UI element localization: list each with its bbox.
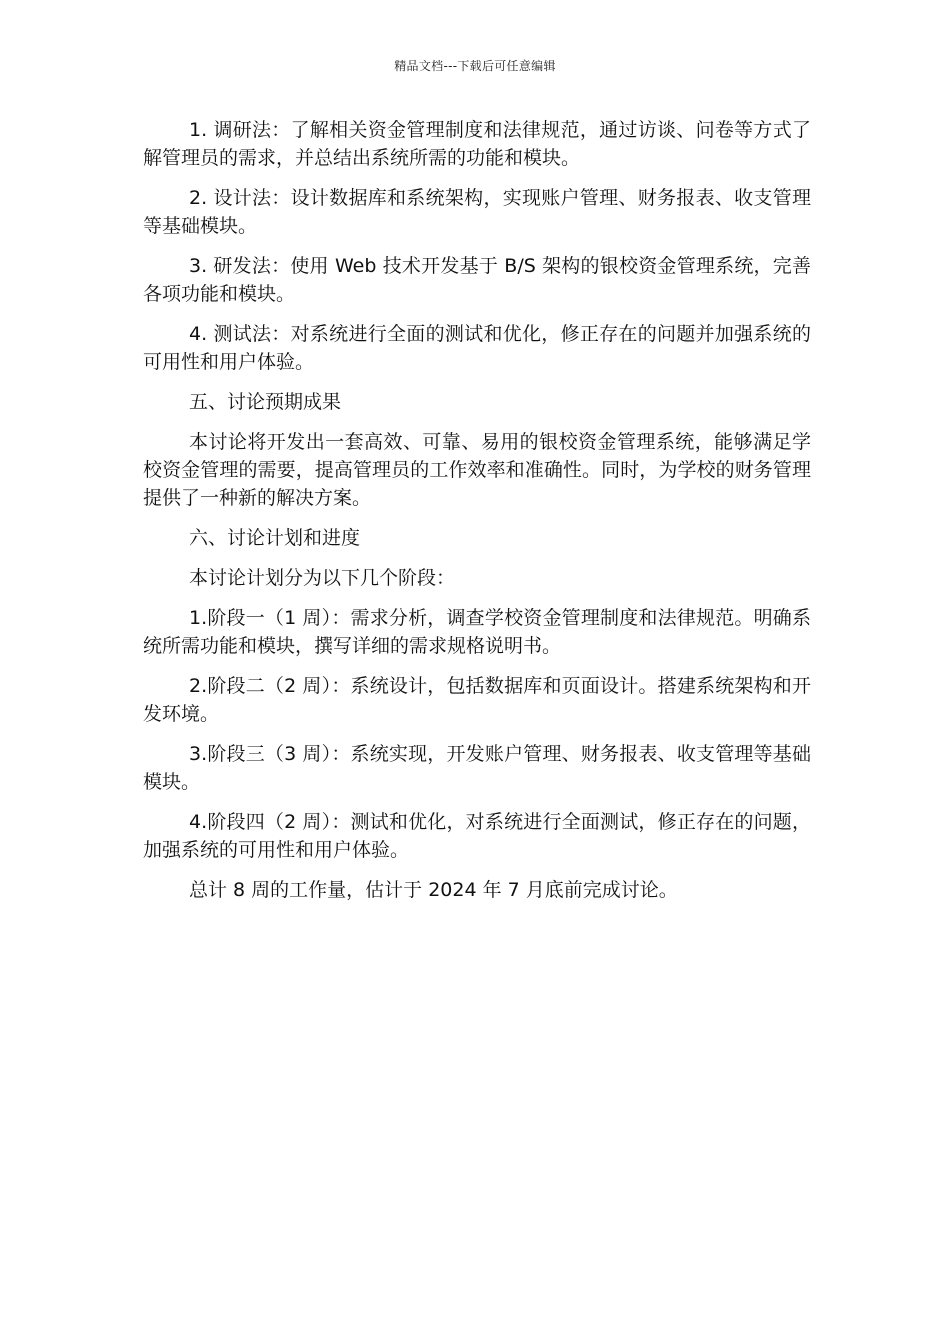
paragraph-stage-one: 1.阶段一（1 周）：需求分析，调查学校资金管理制度和法律规范。明确系统所需功能和模块，撰写详细的需求规格说明书。 [143,607,811,657]
document-body [143,116,811,916]
paragraph-plan-intro: 本讨论计划分为以下几个阶段： [189,567,456,589]
paragraph-stage-two: 2.阶段二（2 周）：系统设计，包括数据库和页面设计。搭建系统架构和开发环境。 [143,675,811,725]
paragraph-total-summary: 总计 8 周的工作量，估计于 2024 年 7 月底前完成讨论。 [189,879,678,901]
page-header: 精品文档---下载后可任意编辑 [394,59,556,73]
paragraph-method-testing: 4. 测试法：对系统进行全面的测试和优化，修正存在的问题并加强系统的可用性和用户体验。 [143,323,811,373]
section-heading-plan-progress: 六、讨论计划和进度 [189,527,361,549]
paragraph-expected-results: 本讨论将开发出一套高效、可靠、易用的银校资金管理系统，能够满足学校资金管理的需要，提高管理员的工作效率和准确性。同时，为学校的财务管理提供了一种新的解决方案。 [143,431,811,509]
section-heading-expected-results: 五、讨论预期成果 [189,391,342,413]
paragraph-method-development: 3. 研发法：使用 Web 技术开发基于 B/S 架构的银校资金管理系统，完善各项功能和模块。 [143,255,811,305]
paragraph-method-design: 2. 设计法：设计数据库和系统架构，实现账户管理、财务报表、收支管理等基础模块。 [143,187,811,237]
paragraph-method-research: 1. 调研法：了解相关资金管理制度和法律规范，通过访谈、问卷等方式了解管理员的需求，并总结出系统所需的功能和模块。 [143,119,811,169]
paragraph-stage-three: 3.阶段三（3 周）：系统实现，开发账户管理、财务报表、收支管理等基础模块。 [143,743,811,793]
paragraph-stage-four: 4.阶段四（2 周）：测试和优化，对系统进行全面测试，修正存在的问题，加强系统的可用性和用户体验。 [143,811,811,861]
